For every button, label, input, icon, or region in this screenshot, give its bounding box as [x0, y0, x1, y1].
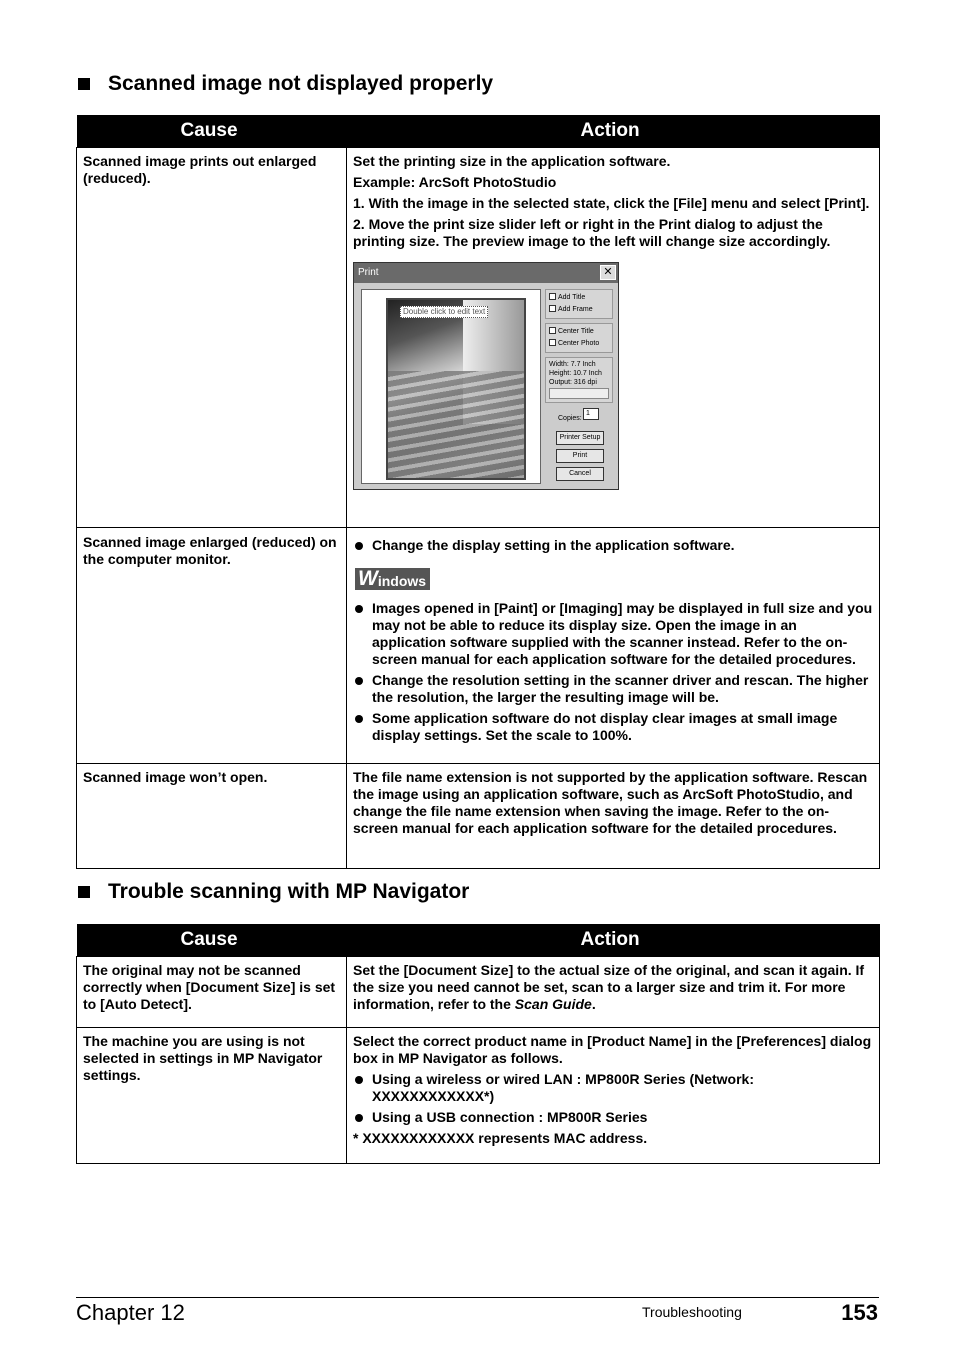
mp-navigator-table: [76, 924, 880, 1164]
square-bullet-icon: [78, 78, 90, 90]
cause-cell: Scanned image enlarged (reduced) on the computer monitor.: [77, 527, 347, 763]
action-text: Set the printing size in the application software.: [353, 152, 671, 169]
footer-chapter: Chapter 12: [76, 1300, 185, 1325]
title-options-group: [545, 289, 613, 319]
action-cell: [347, 527, 880, 763]
scanned-image-table: [76, 115, 880, 869]
windows-logo-text: indows: [377, 572, 427, 589]
action-text: Set the [Document Size] to the actual size of the original, and scan it again. If the size you need cannot be set, scan to a larger size and trim it. For more information, refer to the: [353, 961, 865, 1012]
close-icon: ✕: [600, 265, 616, 280]
bullet-text: Change the resolution setting in the scanner driver and rescan. The higher the resolution, the larger the resulting image will be.: [372, 671, 869, 705]
add-title-label: Add Title: [558, 293, 586, 301]
cause-cell: The machine you are using is not selected in settings in MP Navigator settings.: [77, 1027, 347, 1163]
action-header: Action: [347, 924, 880, 956]
bullet-text: Change the display setting in the application software.: [372, 536, 735, 553]
checkbox-icon: [549, 339, 556, 346]
windows-logo: [355, 568, 430, 590]
bullet-icon: [353, 537, 372, 554]
action-text: 2. Move the print size slider left or right in the Print dialog to adjust the printing size. The preview image to the left will change size accordingly.: [353, 215, 831, 249]
action-text: Select the correct product name in [Product Name] in the [Preferences] dialog box in MP Navigator as follows.: [353, 1032, 872, 1066]
output-readout: Output: 316 dpi: [549, 378, 597, 386]
table-row: [77, 1027, 880, 1163]
footer-divider: [76, 1297, 879, 1298]
bullet-icon: [353, 1109, 372, 1126]
checkbox-icon: [549, 293, 556, 300]
list-item: [353, 600, 873, 668]
print-button: Print: [556, 449, 604, 463]
list-item: [353, 672, 873, 706]
table-row: [77, 763, 880, 868]
list-item: [353, 1109, 873, 1126]
action-header: Action: [347, 115, 880, 147]
table-row: [77, 527, 880, 763]
center-options-group: [545, 323, 613, 353]
cancel-button: Cancel: [556, 467, 604, 481]
print-dialog-screenshot: [353, 262, 619, 490]
height-readout: Height: 10.7 Inch: [549, 369, 602, 377]
bullet-icon: [353, 600, 372, 668]
cause-cell: Scanned image prints out enlarged (reduced).: [77, 147, 347, 527]
cause-cell: Scanned image won’t open.: [77, 763, 347, 868]
section-heading-mp-navigator: [78, 880, 469, 904]
add-frame-label: Add Frame: [558, 305, 593, 313]
checkbox-icon: [549, 327, 556, 334]
checkbox-icon: [549, 305, 556, 312]
bullet-text: Some application software do not display clear images at small image display settings. Set the scale to 100%.: [372, 709, 838, 743]
action-cell: [347, 1027, 880, 1163]
copies-label: Copies:: [558, 414, 582, 422]
print-size-slider: [549, 388, 609, 399]
cause-header: Cause: [77, 924, 347, 956]
windows-logo-initial: W: [358, 566, 378, 590]
preview-photo: [386, 298, 526, 480]
footnote-text: * XXXXXXXXXXXX represents MAC address.: [353, 1129, 648, 1146]
copies-input: 1: [583, 408, 599, 420]
bullet-icon: [353, 710, 372, 744]
print-preview: [361, 289, 541, 484]
preview-caption: Double click to edit text: [400, 306, 488, 318]
action-text: 1. With the image in the selected state, click the [File] menu and select [Print].: [353, 194, 870, 211]
action-cell: [347, 147, 880, 527]
section-title: Trouble scanning with MP Navigator: [108, 880, 470, 903]
center-photo-label: Center Photo: [558, 339, 600, 347]
table-row: [77, 147, 880, 527]
photo-stairs: [388, 371, 524, 478]
action-text-end: .: [591, 995, 596, 1012]
table-row: [77, 956, 880, 1027]
dialog-title-bar: [354, 263, 618, 283]
page-number: 153: [841, 1300, 878, 1325]
list-item: [353, 710, 873, 744]
scan-guide-reference: Scan Guide: [514, 995, 592, 1012]
action-text: Example: ArcSoft PhotoStudio: [353, 173, 557, 190]
cause-cell: The original may not be scanned correctly when [Document Size] is set to [Auto Detect].: [77, 956, 347, 1027]
bullet-text: Images opened in [Paint] or [Imaging] may be displayed in full size and you may not be able to reduce its display size. Open the image in an application software supplied with the scanner instead. Refer to the on-screen manual for each application software for the detailed procedures.: [372, 599, 873, 667]
bullet-text: Using a USB connection : MP800R Series: [372, 1108, 648, 1125]
dialog-title: Print: [358, 266, 379, 278]
bullet-text: Using a wireless or wired LAN : MP800R Series (Network: XXXXXXXXXXXX*): [372, 1070, 755, 1104]
action-cell: [347, 956, 880, 1027]
center-title-label: Center Title: [558, 327, 594, 335]
section-heading-scanned-image: [78, 72, 493, 96]
footer-section-name: Troubleshooting: [642, 1304, 742, 1320]
list-item: [353, 537, 873, 554]
square-bullet-icon: [78, 886, 90, 898]
cause-header: Cause: [77, 115, 347, 147]
list-item: [353, 1071, 873, 1105]
width-readout: Width: 7.7 Inch: [549, 360, 596, 368]
bullet-icon: [353, 1071, 372, 1105]
action-cell: The file name extension is not supported by the application software. Rescan the image using an application software, such as ArcSoft PhotoStudio, and change the file name extension when saving the image. Refer to the on-screen manual for each application software for the detailed procedures.: [347, 763, 880, 868]
bullet-icon: [353, 672, 372, 706]
section-title: Scanned image not displayed properly: [108, 72, 494, 95]
printer-setup-button: Printer Setup: [556, 431, 604, 445]
